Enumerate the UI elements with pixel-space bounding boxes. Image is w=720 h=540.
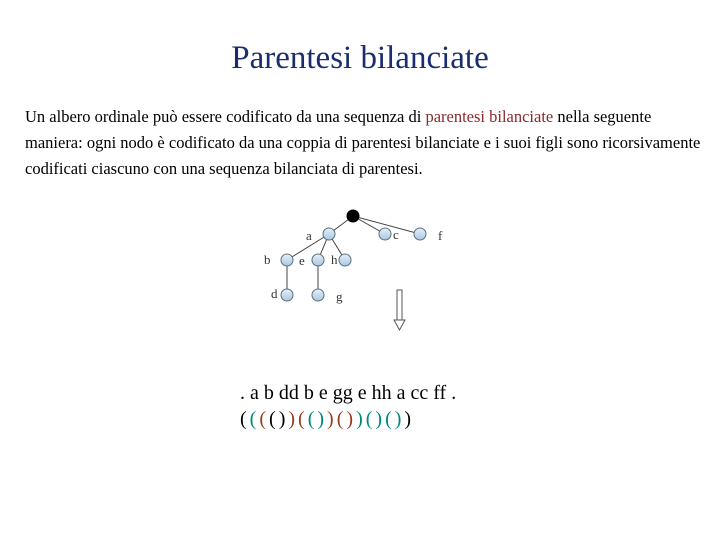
paren-0: ( <box>240 408 247 430</box>
paren-7: ( <box>307 408 315 430</box>
paren-2: ( <box>259 408 267 430</box>
tree-label-h: h <box>331 252 338 267</box>
encoding-labels-line: . a b dd b e gg e hh a cc ff . <box>240 382 457 404</box>
tree-root-node <box>347 210 360 223</box>
tree-node-a <box>323 228 335 240</box>
paren-6: ( <box>298 408 305 430</box>
paren-11: ) <box>346 408 354 430</box>
paren-3: ( <box>269 408 276 430</box>
paren-13: ( <box>365 408 373 430</box>
tree-node-c <box>379 228 391 240</box>
tree-node-g <box>312 289 324 301</box>
paren-15: ( <box>385 408 392 430</box>
tree-label-b: b <box>264 252 271 267</box>
slide-title: Parentesi bilanciate <box>231 40 489 76</box>
tree-label-e: e <box>299 253 305 268</box>
paren-17: ) <box>404 408 412 430</box>
paren-8: ) <box>317 408 325 430</box>
paren-14: ) <box>375 408 383 430</box>
tree-label-d: d <box>271 286 278 301</box>
tree-label-f: f <box>438 228 443 243</box>
tree-node-e <box>312 254 324 266</box>
body-text-after: nella seguente maniera: ogni nodo è codificato da una coppia di parentesi bilanciate e i suoi figli sono ricorsivamente codificati ciascuno con una sequenza bilanciata di parentesi. <box>25 107 701 178</box>
paren-12: ) <box>356 408 363 430</box>
paren-16: ) <box>394 408 402 430</box>
tree-node-d <box>281 289 293 301</box>
paren-10: ( <box>336 408 344 430</box>
paren-4: ) <box>278 408 286 430</box>
encoding-block <box>240 380 456 432</box>
encoding-parens-line <box>240 406 456 432</box>
paren-1: ( <box>249 408 257 430</box>
body-highlight: parentesi bilanciate <box>425 107 554 126</box>
tree-node-f <box>414 228 426 240</box>
tree-label-g: g <box>336 289 343 304</box>
paren-5: ) <box>288 408 296 430</box>
tree-node-h <box>339 254 351 266</box>
tree-node-b <box>281 254 293 266</box>
tree-label-c: c <box>393 227 399 242</box>
paren-9: ) <box>327 408 334 430</box>
body-text-before: Un albero ordinale può essere codificato da una sequenza di <box>25 107 426 126</box>
down-arrow-icon <box>394 290 405 330</box>
tree-label-a: a <box>306 228 312 243</box>
